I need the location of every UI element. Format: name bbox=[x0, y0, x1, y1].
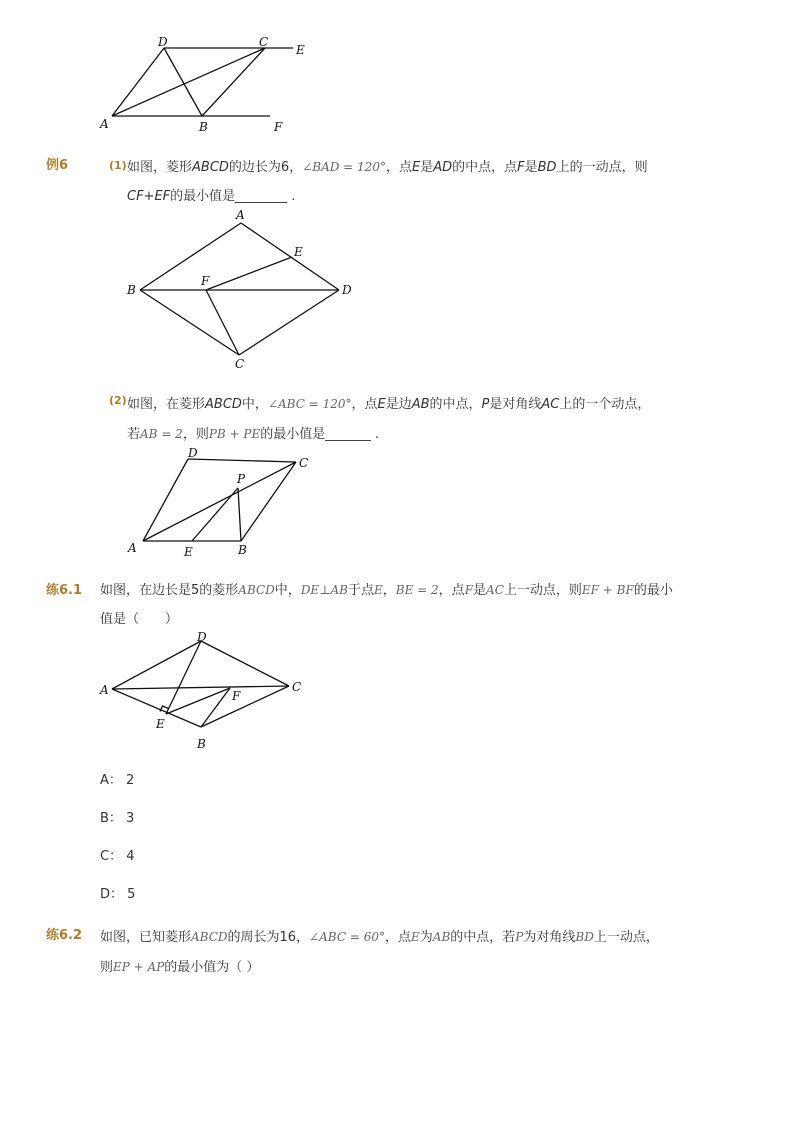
example-6-part1-line1: 如图，菱形ABCD的边长为6，∠BAD = 120°，点E是AD的中点，点F是BD上的一动点，则 bbox=[127, 160, 648, 175]
segment-ad bbox=[241, 223, 339, 290]
segment-ac bbox=[112, 686, 289, 689]
figure-ex6-part1 bbox=[120, 205, 365, 375]
label-f: F bbox=[232, 689, 241, 703]
label-p: P bbox=[237, 472, 246, 486]
segment-db bbox=[164, 48, 202, 116]
practice-6-1-line2: 值是（ ） bbox=[100, 612, 179, 627]
label-a: A bbox=[100, 117, 109, 131]
example-6-part2-line1: 如图，在菱形ABCD中，∠ABC = 120°，点E是边AB的中点，P是对角线AC上的一个动点， bbox=[127, 397, 651, 412]
label-f: F bbox=[201, 274, 210, 288]
segment-de bbox=[166, 641, 201, 714]
segment-bc bbox=[202, 48, 265, 116]
example-6-tag: 例6 bbox=[46, 158, 69, 173]
segment-ep bbox=[192, 488, 238, 541]
label-e: E bbox=[294, 245, 303, 259]
segment-fe bbox=[206, 257, 292, 290]
label-c: C bbox=[235, 357, 245, 371]
practice-6-2-line2: 则EP + AP的最小值为（ ） bbox=[100, 960, 260, 975]
practice-6-1-line1: 如图，在边长是5的菱形ABCD中，DE⊥AB于点E，BE = 2，点F是AC上一动点，则EF + BF的最小 bbox=[100, 583, 673, 598]
practice-6-2-line1: 如图，已知菱形ABCD的周长为16，∠ABC = 60°，点E为AB的中点，若P为对角线BD上一动点， bbox=[100, 930, 659, 945]
segment-pb bbox=[238, 488, 241, 541]
example-6-part2-number: (2) bbox=[109, 394, 127, 407]
segment-ba bbox=[140, 223, 241, 290]
label-b: B bbox=[197, 737, 206, 751]
segment-cb bbox=[140, 290, 239, 355]
option-b[interactable]: B： 3 bbox=[100, 811, 135, 826]
label-a: A bbox=[236, 208, 245, 222]
segment-ac bbox=[112, 48, 265, 116]
label-e: E bbox=[184, 545, 193, 559]
example-6-part1-number: (1) bbox=[109, 159, 127, 172]
practice-6-1-tag: 练6.1 bbox=[46, 583, 83, 598]
option-d[interactable]: D： 5 bbox=[100, 887, 136, 902]
label-e: E bbox=[156, 717, 165, 731]
label-c: C bbox=[292, 680, 302, 694]
option-c[interactable]: C： 4 bbox=[100, 849, 135, 864]
figure-ex6-part2 bbox=[120, 443, 325, 563]
segment-dc bbox=[201, 641, 289, 686]
label-c: C bbox=[299, 456, 309, 470]
label-b: B bbox=[127, 283, 136, 297]
segment-ad bbox=[112, 641, 201, 689]
label-d: D bbox=[197, 630, 207, 644]
label-d: D bbox=[188, 446, 198, 460]
segment-ad bbox=[112, 48, 164, 116]
example-6-part2-line2: 若AB = 2，则PB + PE的最小值是_______ . bbox=[127, 427, 380, 442]
label-a: A bbox=[128, 541, 137, 555]
label-e: E bbox=[296, 43, 305, 57]
label-d: D bbox=[158, 35, 168, 49]
figure-top bbox=[90, 30, 320, 140]
label-c: C bbox=[259, 35, 269, 49]
practice-6-2-tag: 练6.2 bbox=[46, 928, 83, 943]
example-6-part1-line2: CF+EF的最小值是________ . bbox=[127, 189, 296, 204]
segment-fc bbox=[206, 290, 239, 355]
label-b: B bbox=[199, 120, 208, 134]
segment-cb bbox=[241, 462, 296, 541]
label-d: D bbox=[342, 283, 352, 297]
segment-cb bbox=[201, 686, 289, 727]
segment-dc bbox=[188, 459, 296, 462]
option-a[interactable]: A： 2 bbox=[100, 773, 135, 788]
segment-ac bbox=[143, 462, 296, 541]
figure-practice-6-1 bbox=[90, 627, 315, 752]
label-b: B bbox=[238, 543, 247, 557]
label-a: A bbox=[100, 683, 109, 697]
segment-dc bbox=[239, 290, 339, 355]
label-f: F bbox=[274, 120, 283, 134]
